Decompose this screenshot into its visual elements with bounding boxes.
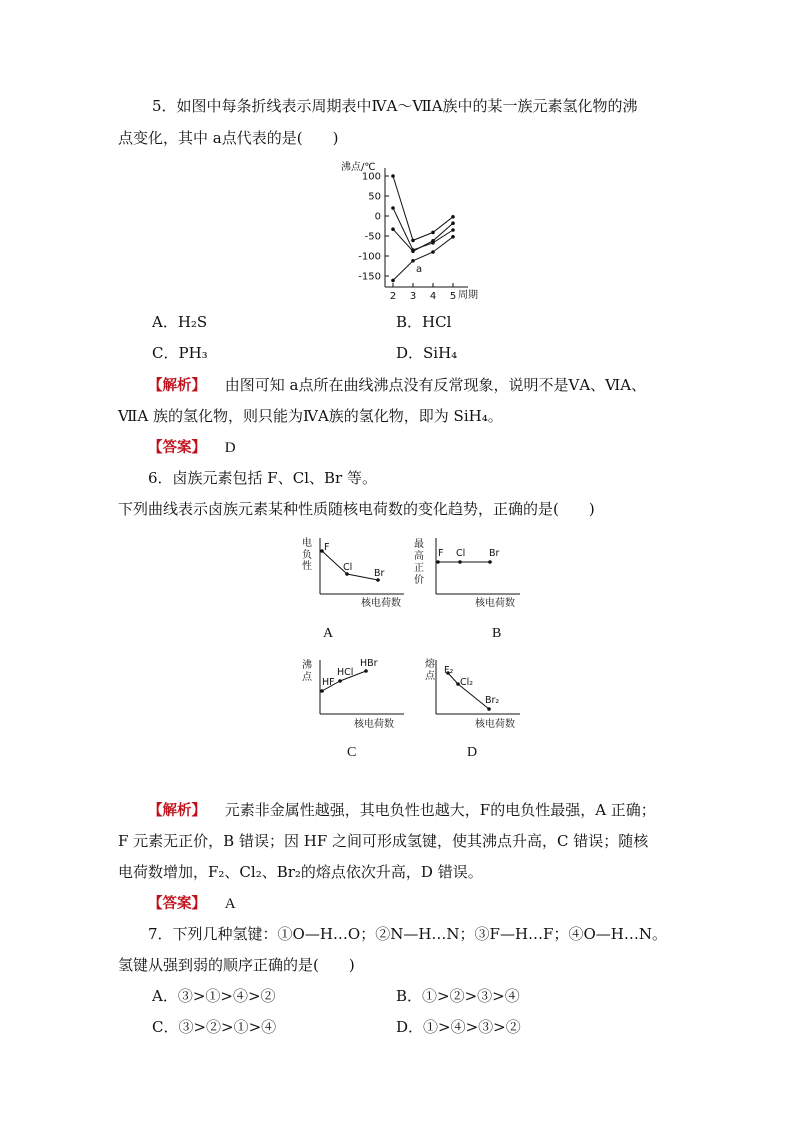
chart-c-point-label: HF (322, 677, 335, 688)
q7-option-c[interactable]: C．③>②>①>④ (152, 1018, 277, 1036)
q6-analysis-tag: 【解析】 (148, 803, 206, 819)
chart-a-y-label-char: 负 (302, 550, 312, 561)
chart-d-y-label-char: 点 (425, 671, 435, 682)
chart-a-y-label-char: 电 (302, 538, 312, 549)
q5-answer-tag: 【答案】 (148, 440, 206, 456)
chart-b-y-label-char: 价 (414, 575, 424, 586)
chart-b-point (458, 560, 462, 564)
chart-c-point (364, 669, 368, 673)
y-tick-label: -150 (358, 271, 381, 283)
q5-answer: D (224, 440, 236, 456)
q6-answer-tag: 【答案】 (148, 896, 206, 912)
x-tick-label: 3 (409, 291, 417, 302)
q5-option-d[interactable]: D．SiH₄ (396, 344, 458, 362)
y-tick-label: 100 (361, 171, 381, 183)
q5-analysis-tag: 【解析】 (148, 378, 206, 394)
chart-b-x-label: 核电荷数 (475, 598, 515, 609)
chart-c-y-label-char: 沸 (302, 660, 312, 671)
q6-answer: A (224, 896, 236, 912)
q6-stem-line1: 6．卤族元素包括 F、Cl、Br 等。 (148, 469, 377, 487)
x-tick-label: 2 (389, 291, 397, 302)
chart-c-y-label-char: 点 (302, 672, 312, 683)
y-tick-label: 50 (368, 191, 381, 203)
chart-d-point-label: Br₂ (485, 695, 500, 706)
q7-stem-line2: 氢键从强到弱的顺序正确的是( ) (118, 956, 355, 974)
q6-analysis-line1: 元素非金属性越强，其电负性也越大，F的电负性最强，A 正确； (224, 801, 656, 819)
chart-b-y-label-char: 高 (414, 551, 424, 562)
q6-caption-a[interactable]: A (323, 626, 334, 641)
chart-c-x-label: 核电荷数 (354, 719, 394, 730)
y-axis-label: 沸点/℃ (341, 162, 376, 173)
y-tick-label: -100 (358, 251, 381, 263)
q5-analysis-line2: ⅦA 族的氢化物，则只能为ⅣA族的氢化物，即为 SiH₄。 (118, 407, 503, 425)
chart-c-point-label: HBr (360, 658, 378, 669)
chart-a-y-label-char: 性 (302, 561, 312, 572)
q5-option-c[interactable]: C．PH₃ (152, 344, 208, 362)
chart-a-point-label: Br (374, 568, 385, 579)
point-a-label: a (416, 263, 423, 275)
chart-c-point (338, 679, 342, 683)
q6-analysis-line3: 电荷数增加，F₂、Cl₂、Br₂的熔点依次升高，D 错误。 (118, 863, 483, 881)
q5-option-a[interactable]: A．H₂S (152, 313, 208, 331)
chart-a-point-label: Cl (343, 562, 353, 573)
chart-b-y-label-char: 最 (414, 539, 424, 550)
q7-stem-line1: 7．下列几种氢键：①O—H…O；②N—H…N；③F—H…F；④O—H…N。 (148, 925, 667, 943)
chart-b-point (436, 560, 440, 564)
chart-b-point-label: Cl (456, 548, 466, 559)
chart-b-point-label: F (438, 548, 444, 559)
chart-d-point (487, 707, 491, 711)
chart-a-x-label: 核电荷数 (361, 598, 401, 609)
q6-analysis-line2: F 元素无正价，B 错误；因 HF 之间可形成氢键，使其沸点升高，C 错误；随核 (118, 832, 649, 850)
q5-stem-line2: 点变化，其中 a点代表的是( ) (118, 129, 339, 147)
chart-c-point (320, 689, 324, 693)
chart-d-x-label: 核电荷数 (475, 719, 515, 730)
q6-stem-line2: 下列曲线表示卤族元素某种性质随核电荷数的变化趋势，正确的是( ) (118, 500, 595, 518)
chart-b-y-label-char: 正 (414, 563, 424, 574)
x-tick-label: 4 (429, 291, 437, 302)
q6-caption-c[interactable]: C (347, 745, 357, 760)
y-tick-label: 0 (374, 211, 381, 223)
q5-stem-line1: 5．如图中每条折线表示周期表中ⅣA～ⅦA族中的某一族元素氢化物的沸 (152, 97, 638, 115)
q5-analysis-line1: 由图可知 a点所在曲线沸点没有反常现象，说明不是ⅤA、ⅥA、 (224, 376, 647, 394)
chart-d-point-label: Cl₂ (460, 677, 474, 688)
chart-d-point-label: F₂ (444, 665, 454, 676)
chart-a-point-label: F (324, 542, 330, 553)
chart-d-y-label-char: 熔 (425, 659, 435, 670)
q7-option-d[interactable]: D．①>④>③>② (396, 1018, 521, 1036)
chart-b-point (488, 560, 492, 564)
q6-caption-d[interactable]: D (467, 745, 478, 760)
q5-option-b[interactable]: B．HCl (396, 313, 452, 331)
x-axis-label: 周期 (458, 290, 478, 301)
x-tick-label: 5 (449, 291, 457, 302)
y-tick-label: -50 (364, 231, 381, 243)
chart-b-point-label: Br (489, 548, 500, 559)
q7-option-b[interactable]: B．①>②>③>④ (396, 987, 520, 1005)
chart-c-point-label: HCl (337, 667, 354, 678)
q7-option-a[interactable]: A．③>①>④>② (152, 987, 276, 1005)
q6-caption-b[interactable]: B (492, 626, 502, 641)
